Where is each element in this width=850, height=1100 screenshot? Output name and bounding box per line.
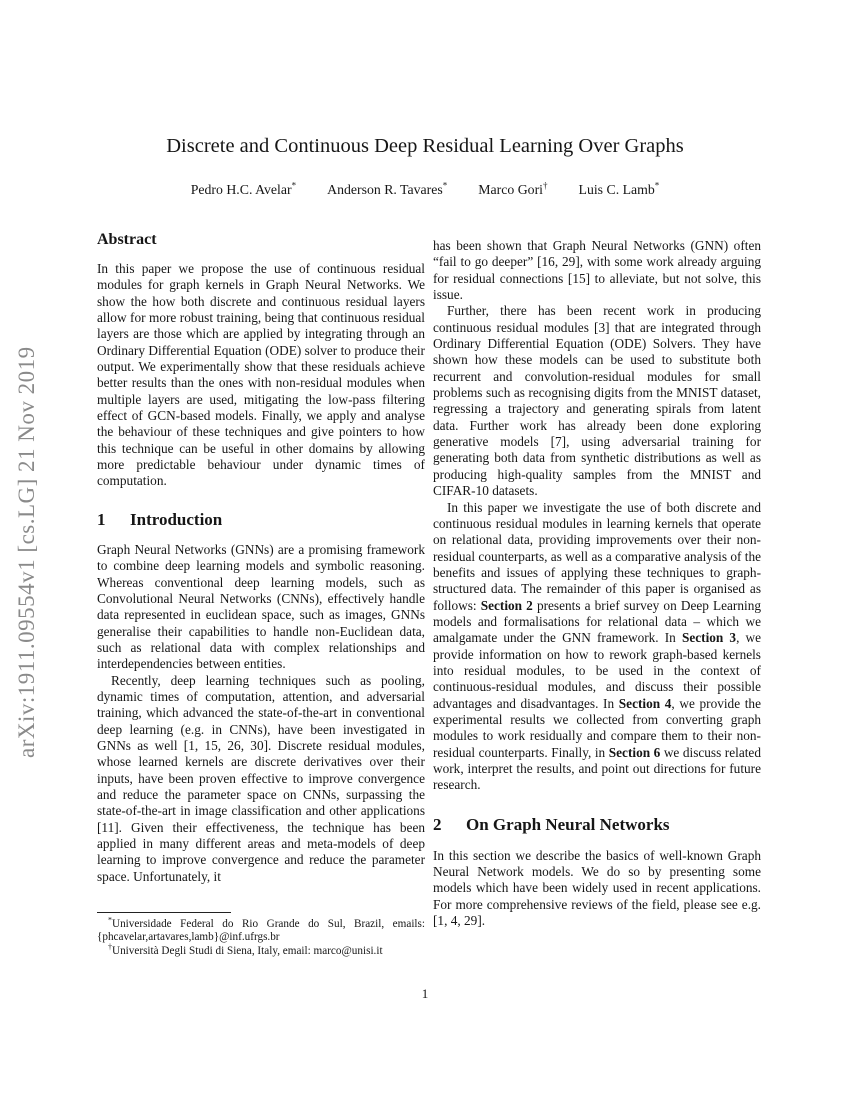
paragraph: Further, there has been recent work in producing continuous residual modules [3] that are integrated through Ordinary Differential Equation (ODE) Solvers. They have shown how these models can be used to substitute both recurrent and convolution-residual modules for small problems such as recognising digits from the MNIST dataset, regressing a trajectory and generating spirals from latent data. Further work has already been done exploring generative models [7], using adversarial training for generating both data from synthetic distributions as well as producing high-quality samples from the MNIST and CIFAR-10 datasets. (433, 303, 761, 499)
paragraph: Recently, deep learning techniques such as pooling, dynamic times of computation, attention, and adversarial training, which advanced the state-of-the-art in conventional deep learning (e.g. in CNNs), have been investigated in GNNs as well [1, 15, 26, 30]. Discrete residual modules, whose learned kernels are discrete derivatives over their inputs, have been proven effective to improve convergence and reduce the parameter space on CNNs, surpassing the state-of-the-art in image classification and other applications [11]. Given their effectiveness, the technique has been applied in many different areas and meta-models of deep learning to improve convergence and reduce the parameter space. Unfortunately, it (97, 672, 425, 884)
left-column (97, 232, 425, 908)
paragraph: In this section we describe the basics of well-known Graph Neural Network models. We do so by presenting some models which have been widely used in recent applications. For more comprehensive reviews of the field, please see e.g. [1, 4, 29]. (433, 847, 761, 929)
section-title: On Graph Neural Networks (466, 814, 670, 834)
author-affiliation-mark: * (654, 180, 660, 191)
author-affiliation-mark: * (291, 180, 297, 191)
abstract-heading: Abstract (97, 232, 157, 248)
section-1-heading (97, 510, 425, 529)
footnote: †Università Degli Studi di Siena, Italy, email: marco@unisi.it (108, 942, 383, 957)
arxiv-watermark: arXiv:1911.09554v1 [cs.LG] 21 Nov 2019 (14, 346, 39, 759)
author-name: Luis C. Lamb* (578, 180, 660, 197)
author-affiliation-mark: * (442, 180, 448, 191)
author-list (0, 182, 850, 198)
right-column (433, 238, 761, 988)
paper-title: Discrete and Continuous Deep Residual Learning Over Graphs (166, 135, 684, 157)
paragraph: Graph Neural Networks (GNNs) are a promising framework to combine deep learning models and symbolic reasoning. Whereas conventional deep learning models, such as Convolutional Neural Networks (CNNs), effectively handle data represented in euclidean space, such as images, GNNs generalise their capabilities to handle non-Euclidean data, such as relational data with complex relationships and interdependencies between entities. (97, 541, 425, 672)
abstract-text: In this paper we propose the use of continuous residual modules for graph kernels in Graph Neural Networks. We show the how both discrete and continuous residual layers allow for more robust training, being that continuous residual layers are those which are applied by integrating through an Ordinary Differential Equation (ODE) solver to produce their output. We experimentally show that these residuals achieve better results than the ones with non-residual modules when multiple layers are used, mitigating the low-pass filtering effect of GCN-based models. Finally, we apply and analyse the behaviour of these techniques and give pointers to how this technique can be useful in other domains by allowing more predictable behaviour under dynamic times of computation. (97, 261, 425, 489)
footnote: *Universidade Federal do Rio Grande do Sul, Brazil, emails: {phcavelar,artavares,lamb}@inf.ufrgs.br (97, 915, 425, 944)
footnotes (97, 912, 425, 958)
section-number: 2 (433, 814, 442, 834)
author-name: Marco Gori† (478, 180, 548, 197)
paragraph: has been shown that Graph Neural Networks (GNN) often “fail to go deeper” [16, 29], with some work already arguing for residual connections [15] to alleviate, but not solve, this issue. (433, 238, 761, 303)
page-number: 1 (421, 986, 429, 1001)
paragraph: In this paper we investigate the use of both discrete and continuous residual modules in learning kernels that operate on relational data, providing improvements over their non-residual counterparts, as well as a comparative analysis of the benefits and issues of applying these techniques to graph-structured data. The remainder of this paper is organised as follows: Section 2 presents a brief survey on Deep Learning models and formalisations for relational data – which we amalgamate under the GNN framework. In Section 3, we provide information on how to rework graph-based kernels into residual modules, to be used in the context of continuous-residual modules, and discuss their possible advantages and disadvantages. In Section 4, we provide the experimental results we collected from converting graph modules to work residually and compare them to their non-residual counterparts. Finally, in Section 6 we discuss related work, interpret the results, and point out directions for future research. (433, 499, 761, 793)
author-affiliation-mark: † (543, 180, 548, 191)
footnote-mark: * (108, 915, 112, 925)
section-2-heading (433, 815, 761, 834)
footnote-mark: † (108, 942, 112, 952)
author-name: Anderson R. Tavares* (327, 180, 448, 197)
footnote-rule (97, 912, 231, 913)
author-name: Pedro H.C. Avelar* (190, 180, 297, 197)
section-title: Introduction (130, 509, 223, 529)
section-number: 1 (97, 509, 106, 529)
